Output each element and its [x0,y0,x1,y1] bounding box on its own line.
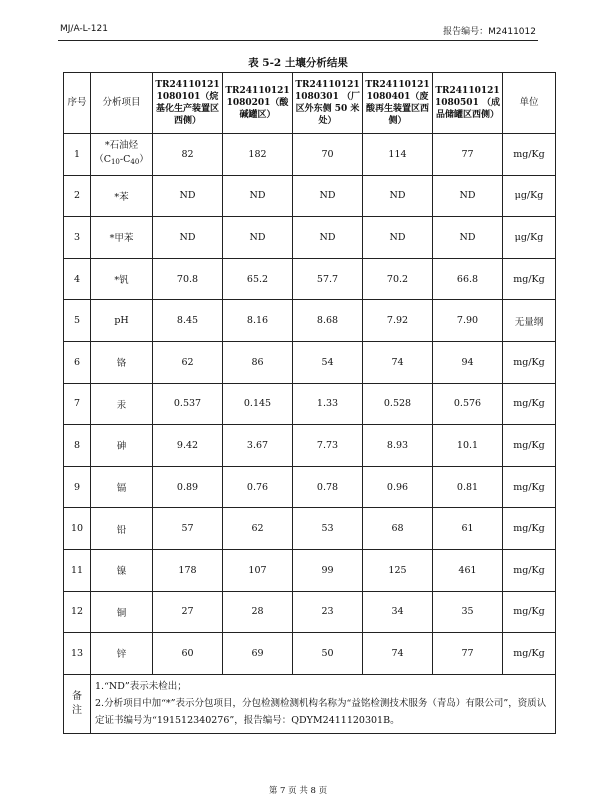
item-formula-mid: -C [119,154,131,166]
value-cell: 57 [153,508,223,550]
page-footer: 第 7 页 共 8 页 [268,786,328,796]
header-sample-4: TR24110121 1080401（废酸再生装置区西侧） [363,73,433,134]
value-cell: 94 [433,341,503,383]
row-number: 12 [64,591,91,633]
unit-cell: mg/Kg [503,633,556,675]
unit-cell: mg/Kg [503,549,556,591]
value-cell: 3.67 [223,425,293,467]
value-cell: 182 [223,134,293,176]
unit-cell: mg/Kg [503,466,556,508]
value-cell: 61 [433,508,503,550]
value-cell: 27 [153,591,223,633]
value-cell: 70.2 [363,258,433,300]
note-line-1: 1.“ND”表示未检出； [95,681,187,693]
unit-cell: μg/Kg [503,217,556,259]
table-row [64,633,556,675]
analysis-item: 锌 [91,633,153,675]
value-cell: 53 [293,508,363,550]
value-cell: 28 [223,591,293,633]
value-cell: 461 [433,549,503,591]
value-cell: 7.73 [293,425,363,467]
analysis-item: pH [91,300,153,342]
value-cell: 1.33 [293,383,363,425]
value-cell: 86 [223,341,293,383]
table-row [64,258,556,300]
notes-label [64,674,91,733]
value-cell: ND [363,217,433,259]
unit-cell: mg/Kg [503,134,556,176]
value-cell: 7.92 [363,300,433,342]
row-number: 7 [64,383,91,425]
item-name: *石油烃 [104,140,139,152]
row-number: 13 [64,633,91,675]
row-number: 10 [64,508,91,550]
value-cell: 54 [293,341,363,383]
value-cell: 70 [293,134,363,176]
unit-cell: μg/Kg [503,175,556,217]
value-cell: 66.8 [433,258,503,300]
analysis-item: 砷 [91,425,153,467]
soil-analysis-table [63,72,556,734]
value-cell: 57.7 [293,258,363,300]
value-cell: ND [433,217,503,259]
value-cell: 0.89 [153,466,223,508]
analysis-item [91,134,153,176]
header-rule [58,40,538,41]
value-cell: 0.576 [433,383,503,425]
unit-cell: mg/Kg [503,341,556,383]
value-cell: 9.42 [153,425,223,467]
header-item: 分析项目 [91,73,153,134]
row-number: 5 [64,300,91,342]
row-number: 11 [64,549,91,591]
analysis-item: 镉 [91,466,153,508]
page-header [58,24,538,40]
value-cell: 7.90 [433,300,503,342]
value-cell: 99 [293,549,363,591]
table-row [64,175,556,217]
analysis-item: *钒 [91,258,153,300]
header-sample-2: TR24110121 1080201（酸碱罐区） [223,73,293,134]
unit-cell: mg/Kg [503,258,556,300]
value-cell: ND [433,175,503,217]
table-row [64,217,556,259]
notes-content [91,674,556,733]
row-number: 4 [64,258,91,300]
report-number: 报告编号：M2411012 [443,27,536,37]
unit-cell: mg/Kg [503,591,556,633]
table-row [64,300,556,342]
value-cell: ND [153,175,223,217]
table-title: 表 5-2 土壤分析结果 [248,57,348,69]
value-cell: 62 [223,508,293,550]
value-cell: 77 [433,134,503,176]
table-row [64,549,556,591]
item-formula-open: （C [94,154,111,166]
note-line-2: 2.分析项目中加“*”表示分包项目，分包检测检测机构名称为“益铭检测技术服务（青岛）有限公司”，资质认定证书编号为“191512340276”，报告编号：QDYM2411120301B。 [95,698,547,727]
unit-cell: mg/Kg [503,508,556,550]
analysis-item: 铬 [91,341,153,383]
value-cell: 70.8 [153,258,223,300]
value-cell: 10.1 [433,425,503,467]
item-formula-close: ） [139,154,149,166]
table-row [64,466,556,508]
row-number: 3 [64,217,91,259]
value-cell: 69 [223,633,293,675]
value-cell: 0.537 [153,383,223,425]
row-number: 1 [64,134,91,176]
value-cell: 0.81 [433,466,503,508]
analysis-item: 汞 [91,383,153,425]
value-cell: 62 [153,341,223,383]
header-sample-5: TR24110121 1080501 （成品储罐区西侧） [433,73,503,134]
value-cell: 8.93 [363,425,433,467]
value-cell: 107 [223,549,293,591]
unit-cell: 无量纲 [503,300,556,342]
header-index: 序号 [64,73,91,134]
analysis-item: 镍 [91,549,153,591]
value-cell: ND [363,175,433,217]
item-subscript-2: 40 [130,158,140,167]
value-cell: 0.96 [363,466,433,508]
notes-row [64,674,556,733]
value-cell: 23 [293,591,363,633]
table-row [64,134,556,176]
value-cell: ND [153,217,223,259]
value-cell: 77 [433,633,503,675]
unit-cell: mg/Kg [503,425,556,467]
value-cell: 0.76 [223,466,293,508]
value-cell: 50 [293,633,363,675]
row-number: 2 [64,175,91,217]
value-cell: ND [293,217,363,259]
table-row [64,591,556,633]
value-cell: 82 [153,134,223,176]
table-header-row [64,73,556,134]
value-cell: 0.145 [223,383,293,425]
analysis-item: 铜 [91,591,153,633]
value-cell: 8.68 [293,300,363,342]
analysis-item: *甲苯 [91,217,153,259]
value-cell: 35 [433,591,503,633]
value-cell: 0.78 [293,466,363,508]
value-cell: 34 [363,591,433,633]
value-cell: 60 [153,633,223,675]
table-row [64,383,556,425]
row-number: 8 [64,425,91,467]
value-cell: ND [223,217,293,259]
value-cell: 125 [363,549,433,591]
header-sample-1: TR24110121 1080101（烷基化生产装置区西侧） [153,73,223,134]
item-subscript-1: 10 [110,158,120,167]
document-code: MJ/A-L-121 [60,24,108,34]
header-sample-3: TR24110121 1080301 （厂区外东侧 50 米处） [293,73,363,134]
value-cell: 0.528 [363,383,433,425]
value-cell: 8.45 [153,300,223,342]
row-number: 6 [64,341,91,383]
value-cell: 65.2 [223,258,293,300]
header-unit: 单位 [503,73,556,134]
row-number: 9 [64,466,91,508]
analysis-item: *苯 [91,175,153,217]
value-cell: ND [293,175,363,217]
analysis-item: 铅 [91,508,153,550]
value-cell: 74 [363,633,433,675]
table-row [64,425,556,467]
value-cell: 178 [153,549,223,591]
notes-label-text: 备注 [72,690,82,716]
value-cell: 68 [363,508,433,550]
value-cell: ND [223,175,293,217]
table-row [64,341,556,383]
unit-cell: mg/Kg [503,383,556,425]
value-cell: 114 [363,134,433,176]
value-cell: 8.16 [223,300,293,342]
table-row [64,508,556,550]
value-cell: 74 [363,341,433,383]
